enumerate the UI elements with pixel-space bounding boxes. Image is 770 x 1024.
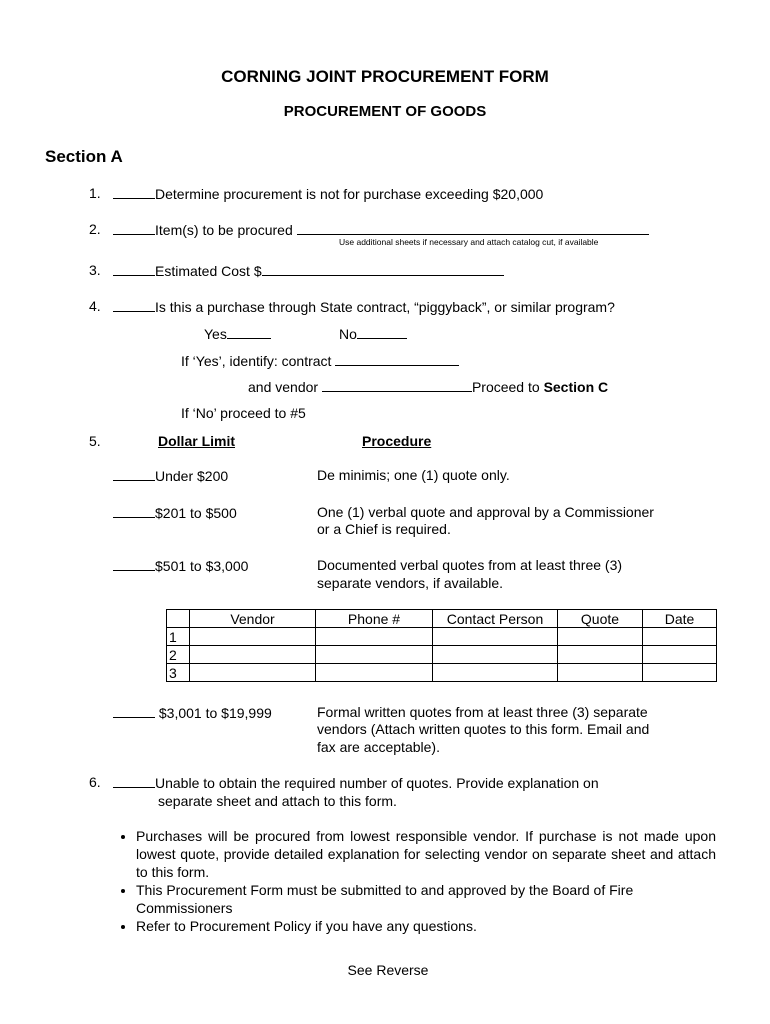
vendor-column-header: Vendor <box>190 610 316 628</box>
limit-2-procedure-line-1: One (1) verbal quote and approval by a Commissioner <box>317 504 654 520</box>
no-line <box>339 325 407 342</box>
item-2-text: Item(s) to be procured <box>155 222 293 238</box>
contact-person-cell[interactable] <box>433 628 558 646</box>
item-4-check-blank[interactable] <box>113 298 155 312</box>
item-6-check-blank[interactable] <box>113 774 155 788</box>
list-item: • Refer to Procurement Policy if you have any questions. <box>136 917 716 935</box>
item-4-line <box>113 298 615 315</box>
notes-list <box>110 827 716 935</box>
item-2-check-blank[interactable] <box>113 221 155 235</box>
row-number-header <box>167 610 190 628</box>
procedure-heading: Procedure <box>362 433 432 449</box>
items-procured-field[interactable] <box>297 221 649 235</box>
table-row <box>167 646 717 664</box>
limit-1-procedure: De minimis; one (1) quote only. <box>317 467 510 483</box>
vendor-table-header-row <box>167 610 717 628</box>
if-yes-label: If ‘Yes’, identify: contract <box>181 353 332 369</box>
vendor-line <box>248 378 608 395</box>
item-2-number: 2. <box>89 221 101 237</box>
date-cell[interactable] <box>643 664 717 682</box>
row-number: 1 <box>167 628 190 646</box>
item-4-text: Is this a purchase through State contract, “piggyback”, or similar program? <box>155 299 615 315</box>
table-row <box>167 664 717 682</box>
item-6-line <box>113 774 599 791</box>
limit-4-procedure-line-3: fax are acceptable). <box>317 739 440 755</box>
limit-4-procedure-line-2: vendors (Attach written quotes to this form. Email and <box>317 721 650 737</box>
vendor-quote-table <box>166 609 717 682</box>
limit-4-procedure-line-1: Formal written quotes from at least three (3) separate <box>317 704 648 720</box>
list-item: • This Procurement Form must be submitted to and approved by the Board of Fire Commissioners <box>136 881 716 917</box>
limit-3-check-blank[interactable] <box>113 557 155 571</box>
estimated-cost-field[interactable] <box>262 262 504 276</box>
phone-cell[interactable] <box>316 646 433 664</box>
limit-1-check-blank[interactable] <box>113 467 155 481</box>
yes-blank[interactable] <box>227 325 271 339</box>
dollar-limit-heading: Dollar Limit <box>158 433 236 449</box>
limit-row-4 <box>113 704 272 721</box>
quote-cell[interactable] <box>558 646 643 664</box>
row-number: 3 <box>167 664 190 682</box>
item-3-number: 3. <box>89 262 101 278</box>
item-1-text: Determine procurement is not for purchase exceeding $20,000 <box>155 186 544 202</box>
phone-cell[interactable] <box>316 628 433 646</box>
item-6-text-line-2: separate sheet and attach to this form. <box>158 793 397 809</box>
date-column-header: Date <box>643 610 717 628</box>
vendor-cell[interactable] <box>190 664 316 682</box>
yes-label: Yes <box>204 326 227 342</box>
item-6-text-line-1: Unable to obtain the required number of quotes. Provide explanation on <box>155 775 599 791</box>
vendor-cell[interactable] <box>190 628 316 646</box>
section-a-heading: Section A <box>45 147 123 166</box>
vendor-field[interactable] <box>322 378 472 392</box>
limit-row-1 <box>113 467 228 484</box>
proceed-to-label: Proceed to <box>471 379 544 395</box>
yes-line <box>204 325 271 342</box>
item-3-check-blank[interactable] <box>113 262 155 276</box>
item-2-line <box>113 221 649 238</box>
item-1-number: 1. <box>89 185 101 201</box>
limit-4-range: $3,001 to $19,999 <box>158 705 272 721</box>
date-cell[interactable] <box>643 628 717 646</box>
section-c-label: Section C <box>543 379 609 395</box>
row-number: 2 <box>167 646 190 664</box>
limit-2-check-blank[interactable] <box>113 504 155 518</box>
list-item: • Purchases will be procured from lowest responsible vendor. If purchase is not made upon lowest quote, provide detailed explanation for selecting vendor on separate sheet and attach to this form. <box>136 827 716 881</box>
table-row <box>167 628 717 646</box>
limit-row-2 <box>113 504 237 521</box>
vendor-cell[interactable] <box>190 646 316 664</box>
form-title: CORNING JOINT PROCUREMENT FORM <box>221 67 549 86</box>
no-blank[interactable] <box>357 325 407 339</box>
item-6-number: 6. <box>89 774 101 790</box>
limit-3-procedure-line-2: separate vendors, if available. <box>317 575 503 591</box>
item-3-line <box>113 262 504 279</box>
limit-4-check-blank[interactable] <box>113 704 155 718</box>
quote-column-header: Quote <box>558 610 643 628</box>
item-3-text: Estimated Cost $ <box>155 263 262 279</box>
phone-column-header: Phone # <box>316 610 433 628</box>
item-1-check-blank[interactable] <box>113 185 155 199</box>
contact-person-cell[interactable] <box>433 646 558 664</box>
if-yes-line <box>181 352 459 369</box>
item-5-number: 5. <box>89 433 101 449</box>
quote-cell[interactable] <box>558 628 643 646</box>
no-label: No <box>339 326 357 342</box>
phone-cell[interactable] <box>316 664 433 682</box>
if-no-label: If ‘No’ proceed to #5 <box>181 405 306 421</box>
item-1-line <box>113 185 543 202</box>
limit-3-procedure-line-1: Documented verbal quotes from at least three (3) <box>317 557 623 573</box>
item-4-number: 4. <box>89 298 101 314</box>
limit-1-range: Under $200 <box>155 468 229 484</box>
date-cell[interactable] <box>643 646 717 664</box>
limit-3-range: $501 to $3,000 <box>155 558 249 574</box>
contact-person-column-header: Contact Person <box>433 610 558 628</box>
and-vendor-label: and vendor <box>248 379 319 395</box>
quote-cell[interactable] <box>558 664 643 682</box>
contract-field[interactable] <box>335 352 459 366</box>
item-2-note: Use additional sheets if necessary and attach catalog cut, if available <box>339 237 599 247</box>
form-subtitle: PROCUREMENT OF GOODS <box>283 103 487 120</box>
see-reverse-footer: See Reverse <box>347 962 429 978</box>
limit-2-range: $201 to $500 <box>155 505 237 521</box>
limit-2-procedure-line-2: or a Chief is required. <box>317 521 451 537</box>
contact-person-cell[interactable] <box>433 664 558 682</box>
limit-row-3 <box>113 557 248 574</box>
